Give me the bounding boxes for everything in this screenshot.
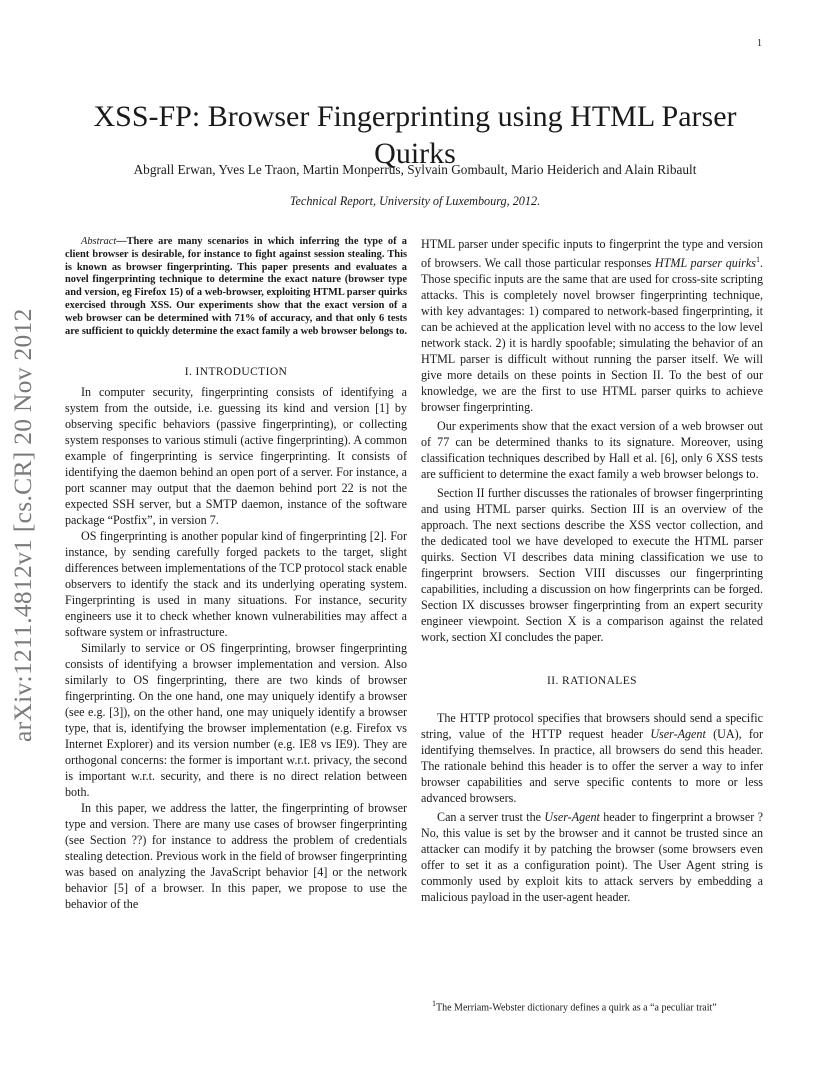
page-number: 1 bbox=[757, 38, 762, 49]
user-agent-term-2: User-Agent bbox=[544, 810, 600, 825]
left-column bbox=[65, 236, 407, 912]
section-heading-rationales: II. RATIONALES bbox=[547, 675, 637, 688]
intro-paragraph-1: In computer security, fingerprinting consists of identifying a system from the outside, i.e. guessing its kind and version [1] by observing specific behaviors (passive fingerprinting), or collecting system responses to various stimuli (active fingerprinting). A common example of fingerprinting is service fingerprinting. It consists of identifying the daemon behind an open port of a server. For instance, a port scanner may output that the daemon behind port 22 is not the expected SSH server, but a SMTP daemon, instance of the software package “Postfix”, in version 7. bbox=[65, 385, 407, 528]
abstract-label: Abstract bbox=[81, 236, 117, 247]
footnote-marker: 1 bbox=[755, 255, 760, 264]
rationales-paragraph-1: The HTTP protocol specifies that browsers should send a specific string, value of the HTTP request header User-Agent (UA), for identifying themselves. In practice, all browsers do send this header. The rationale behind this header is to offer the server a way to infer browser capabilities and serve specific contents to more or less advanced browsers. bbox=[421, 711, 763, 806]
report-venue: Technical Report, University of Luxembourg, 2012. bbox=[289, 194, 541, 208]
paper-title: XSS-FP: Browser Fingerprinting using HTML Parser Quirks bbox=[93, 100, 737, 171]
author-list: Abgrall Erwan, Yves Le Traon, Martin Monperrus, Sylvain Gombault, Mario Heiderich and Alain Ribault bbox=[133, 162, 697, 177]
abstract-text: —There are many scenarios in which inferring the type of a client browser is desirable, for instance to fight against session stealing. This is known as browser fingerprinting. This paper presents and evaluates a novel fingerprinting technique to determine the exact nature (browser type and version, eg Firefox 15) of a web-browser, exploiting HTML parser quirks exercised through XSS. Our experiments show that the exact version of a web browser can be determined with 71% of accuracy, and that only 6 tests are sufficient to quickly determine the exact family a web browser belongs to. bbox=[65, 236, 407, 337]
intro-paragraph-2: OS fingerprinting is another popular kind of fingerprinting [2]. For instance, by sending carefully forged packets to the target, slight differences between implementations of the TCP protocol stack enable observers to identify the stack and its underlying operating system. Fingerprinting is used in many situations. For instance, security engineers use it to check whether known vulnerabilities may affect a software system or infrastructure. bbox=[65, 529, 407, 640]
footnote bbox=[432, 999, 772, 1013]
user-agent-term: User-Agent bbox=[650, 727, 706, 742]
section-heading-introduction: I. INTRODUCTION bbox=[184, 366, 288, 379]
intro-paragraph-3: Similarly to service or OS fingerprinting, browser fingerprinting consists of identifying a browser implementation and version. Also similarly to OS fingerprinting, there are two kinds of browser fingerprinting. On the one hand, one may uniquely identify a browser (see e.g. [3]), on the other hand, one may uniquely identify a browser type, that is, identifying the browser implementation (e.g. Firefox vs Internet Explorer) and its version number (e.g. IE8 vs IE9). They are orthogonal concerns: the former is important w.r.t. privacy, the second is important w.r.t. security, and there is no direct relation between both. bbox=[65, 641, 407, 800]
intro-continued-paragraph: HTML parser under specific inputs to fingerprint the type and version of browsers. We call those particular responses HTML parser quirks$^1$. Those specific inputs are the same that are used for cross-site scripting attacks. This is completely novel browser fingerprinting technique, with key advantages: 1) compared to network-based fingerprinting, it can be achieved at the application level with no access to the low level network stack. 2) it is hardly spoofable; simulating the behavior of an HTML parser is difficult without running the parser itself. We will give more details on these points in Section II. To the best of our knowledge, we are the first to use HTML parser quirks to achieve browser fingerprinting. bbox=[421, 237, 763, 415]
abstract bbox=[65, 236, 407, 338]
footnote-mark: 1 bbox=[432, 999, 436, 1008]
rationales-paragraph-2: Can a server trust the User-Agent header to fingerprint a browser ? No, this value is set by the browser and it cannot be trusted since an attacker can modify it by patching the browser (some browsers even offer to set it as a configuration point). The User Agent string is commonly used by exploit kits to attack servers by embedding a malicious payload in the user-agent header. bbox=[421, 810, 763, 905]
footnote-text: The Merriam-Webster dictionary defines a quirk as a “a peculiar trait” bbox=[436, 1002, 717, 1014]
arxiv-identifier-stamp: arXiv:1211.4812v1 [cs.CR] 20 Nov 2012 bbox=[8, 308, 37, 742]
intro-paragraph-5: Our experiments show that the exact version of a web browser out of 77 can be determined thanks to its signature. Moreover, using classification techniques described by Hall et al. [6], only 6 XSS tests are sufficient to determine the exact family a web browser belongs to. bbox=[421, 419, 763, 482]
html-parser-quirks-term: HTML parser quirks bbox=[654, 256, 756, 271]
intro-paragraph-6: Section II further discusses the rationales of browser fingerprinting and using HTML parser quirks. Section III is an overview of the approach. The next sections describe the XSS vector collection, and the dedicated tool we have developed to execute the HTML parser quirks. Section VI describes data mining classification we use to fingerprint browsers. Section VIII discusses our fingerprinting capabilities, including a discussion on how fingerprints can be forged. Section IX discusses browser fingerprinting from an expert security engineer viewpoint. Section X is a comparison against the related work, section XI concludes the paper. bbox=[421, 486, 763, 645]
right-column bbox=[421, 236, 763, 905]
intro-paragraph-4: In this paper, we address the latter, the fingerprinting of browser type and version. There are many use cases of browser fingerprinting (see Section ??) for instance to address the problem of credentials stealing detection. Previous work in the field of browser fingerprinting was based on analyzing the JavaScript behavior [4] or the network behavior [5] of a browser. In this paper, we propose to use the behavior of the bbox=[65, 801, 407, 912]
